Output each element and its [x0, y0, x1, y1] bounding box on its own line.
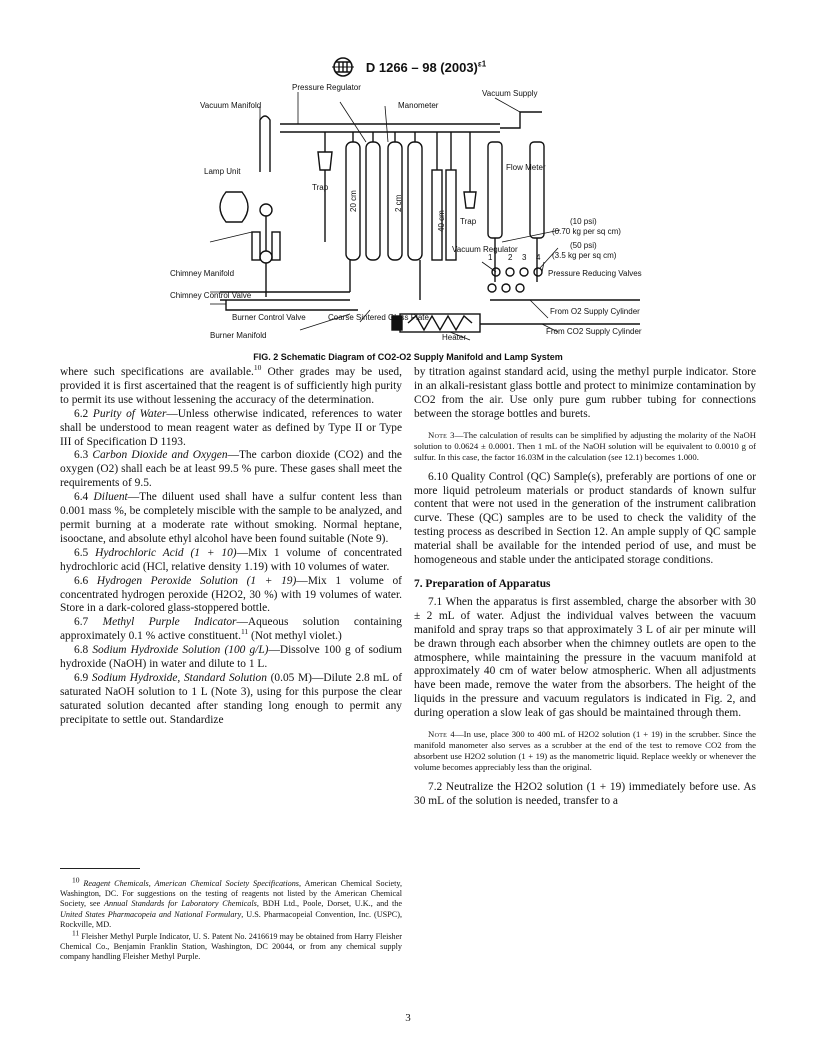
label-vacuum-manifold: Vacuum Manifold [200, 101, 262, 110]
paragraph-continued: where such specifications are available.$^{10}$ Other grades may be used, provided it is first ascertained that the reagent is of sufficiently high purity to permit its use without lessening the accuracy of the determination. [60, 363, 402, 406]
label-burner-manifold: Burner Manifold [210, 331, 267, 340]
section-6-10: 6.10 Quality Control (QC) Sample(s), preferably are portions of one or more liquid petroleum materials or product standards of known sulfur content that were not used in the generation of the instrument calibration curve. These (QC) samples are to be used to check the validity of the testing process as described in Section 12. An ample supply of QC sample material shall be available for the intended period of use, and must be homogeneous and stable under the anticipated storage conditions. [414, 470, 756, 567]
label-10psi: (10 psi) [570, 217, 597, 226]
section-7-1: 7.1 When the apparatus is first assembled, charge the absorber with 30 ± 2 mL of water. Adjust the individual valves between the vacuum manifold and spray traps so that approximately 3 L of air per minute will be drawn through each absorber when the chimney outlets are open to the atmosphere, while maintaining the pressure in the vacuum manifold at approximately 40 cm of water below atmospheric. When all adjustments have been made, remove the water from the absorbers. The height of the liquids in the pressure and vacuum regulators is indicated in Fig. 2, and during operation a slow leak of gas should be maintained through them. [414, 595, 756, 720]
label-vacuum-regulator: Vacuum Regulator [452, 245, 518, 254]
figure-caption: FIG. 2 Schematic Diagram of CO2-O2 Supply Manifold and Lamp System [253, 352, 563, 362]
standard-designation: D 1266 – 98 $(2003)^{\varepsilon 1}$ [365, 59, 487, 75]
label-lamp-unit: Lamp Unit [204, 167, 241, 176]
apparatus-schematic [170, 82, 646, 344]
label-35kg: (3.5 kg per sq cm) [552, 251, 617, 260]
label-flow-meter: Flow Meter [506, 163, 546, 172]
label-20cm: 20 cm [349, 190, 358, 212]
section-7-2: 7.2 Neutralize the H2O2 solution (1 + 19) immediately before use. As 30 mL of the solution is needed, transfer to a [414, 781, 756, 807]
page-header [0, 56, 816, 78]
paragraph-continued-right: by titration against standard acid, using the methyl purple indicator. Store in an alkali-resistant glass bottle and protect to minimize contamination by CO2 from the air. Use only pure gum rubber tubing for connections between the storage bottles and burets. [414, 366, 756, 420]
label-coarse-sintered-glass: Coarse Sintered Glass Plate [328, 313, 429, 322]
label-chimney-control-valve: Chimney Control Valve [170, 291, 252, 300]
label-070kg: (0.70 kg per sq cm) [552, 227, 621, 236]
label-40cm: 40 cm [437, 210, 446, 232]
label-from-co2-cylinder: From CO2 Supply Cylinder [546, 327, 642, 336]
footnote-11: $^{11}$ Fleisher Methyl Purple Indicator, U. S. Patent No. 2416619 may be obtained from Harry Fleisher Chemical Co., Benjamin Franklin Station, Washington, DC 20044, or from any chemical supply company handling Fleisher Methyl Purple. [60, 928, 402, 962]
section-6-3: 6.3 Carbon Dioxide and Oxygen—The carbon dioxide (CO2) and the oxygen (O2) shall each be at least 99.5 % pure. These gases shall meet the requirements of 9.5. [60, 449, 402, 490]
left-column [60, 363, 402, 728]
astm-logo-icon [330, 56, 356, 78]
valve-number-3: 3 [522, 253, 527, 262]
footnote-rule [60, 868, 140, 869]
section-heading-7: 7. Preparation of Apparatus [414, 577, 551, 590]
footnote-10: $^{10}$ Reagent Chemicals, American Chemical Society Specifications, American Chemical Society, Washington, DC. For suggestions on the testing of reagents not listed by the American Chemical Society, see Annual Standards for Laboratory Chemicals, BDH Ltd., Poole, Dorset, U.K., and the United States Pharmacopeia and National Formulary, U.S. Pharmacopeial Convention, Inc. (USPC), Rockville, MD. [60, 875, 403, 929]
label-pressure-reducing-valves: Pressure Reducing Valves [548, 269, 642, 278]
note-4: Note 4—In use, place 300 to 400 mL of H2O2 solution (1 + 19) in the scrubber. Since the manifold manometer also serves as a scrubber at the end of the test to remove CO2 from the absorbent use H2O2 solution (1 + 19) as the manometric liquid. Replace weekly or whenever the volume becomes appreciably less than the original. [414, 729, 756, 773]
label-2cm: 2 cm [394, 194, 403, 212]
section-6-4: 6.4 Diluent—The diluent used shall have a sulfur content less than 0.001 mass %, be completely miscible with the sample to be analyzed, and permit burning at a moderate rate without smoking. Normal heptane, isooctane, and absolute ethyl alcohol have been found suitable (Note 9). [60, 491, 402, 545]
schematic-drawing [170, 82, 646, 344]
label-trap-right: Trap [460, 217, 477, 226]
label-trap-left: Trap [312, 183, 329, 192]
section-6-6: 6.6 Hydrogen Peroxide Solution (1 + 19)—Mix 1 volume of concentrated hydrogen peroxide (H2O2, 30 %) with 19 volumes of water. Store in a dark-colored glass-stoppered bottle. [60, 574, 402, 615]
valve-number-2: 2 [508, 253, 513, 262]
section-6-9: 6.9 Sodium Hydroxide, Standard Solution (0.05 M)—Dilute 2.8 mL of saturated NaOH solution to 1 L (Note 3), using for this purpose the clear saturated solution decanted after standing long enough to permit any precipitate to settle out. Standardize [60, 671, 402, 726]
section-6-8: 6.8 Sodium Hydroxide Solution (100 g/L)—Dissolve 100 g of sodium hydroxide (NaOH) in water and dilute to 1 L. [60, 644, 402, 671]
right-column [414, 366, 756, 809]
label-vacuum-supply: Vacuum Supply [482, 89, 538, 98]
label-heater: Heater [442, 333, 467, 342]
valve-number-4: 4 [536, 253, 541, 262]
section-6-2: 6.2 Purity of Water—Unless otherwise indicated, references to water shall be understood to mean reagent water as defined by Type II or Type III of Specification D 1193. [60, 407, 402, 448]
note-3: Note 3—The calculation of results can be simplified by adjusting the molarity of the NaOH solution to 0.0624 ± 0.0001. Then 1 mL of the NaOH solution will be equivalent to 0.0010 g of sulfur. In this case, the factor 16.03M in the calculation (see 12.1) becomes 1.000. [414, 429, 756, 462]
footnotes [60, 868, 402, 965]
section-6-5: 6.5 Hydrochloric Acid (1 + 10)—Mix 1 volume of concentrated hydrochloric acid (HCl, relative density 1.19) with 10 volumes of water. [60, 546, 402, 573]
label-burner-control-valve: Burner Control Valve [232, 313, 306, 322]
section-6-7: 6.7 Methyl Purple Indicator—Aqueous solution containing approximately 0.1 % active constituent.$^{11}$ (Not methyl violet.) [60, 616, 402, 643]
label-pressure-regulator: Pressure Regulator [292, 83, 361, 92]
label-from-o2-cylinder: From O2 Supply Cylinder [550, 307, 640, 316]
label-manometer: Manometer [398, 101, 439, 110]
valve-number-1: 1 [488, 253, 493, 262]
label-chimney-manifold: Chimney Manifold [170, 269, 235, 278]
label-50psi: (50 psi) [570, 241, 597, 250]
page-number: 3 [405, 1012, 411, 1024]
